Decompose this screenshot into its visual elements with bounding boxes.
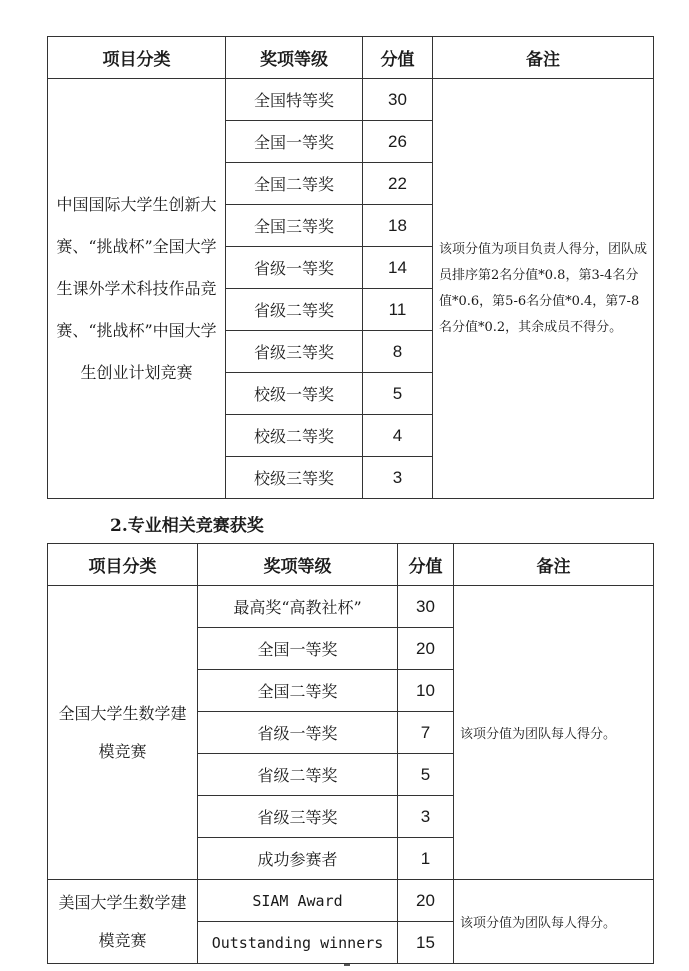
award-cell: 全国一等奖 (198, 628, 398, 670)
header-remarks: 备注 (433, 37, 654, 79)
header-score: 分值 (363, 37, 433, 79)
score-cell: 3 (363, 457, 433, 499)
award-cell: 省级三等奖 (226, 331, 363, 373)
score-cell: 10 (398, 670, 454, 712)
remarks-cell: 该项分值为项目负责人得分，团队成员排序第2名分值*0.8，第3-4名分值*0.6，第5-6名分值*0.4，第7-8名分值*0.2，其余成员不得分。 (433, 79, 654, 499)
award-cell: 成功参赛者 (198, 838, 398, 880)
remarks-cell: 该项分值为团队每人得分。 (454, 586, 654, 880)
table-row (48, 79, 654, 121)
award-cell: 全国二等奖 (226, 163, 363, 205)
award-cell: 省级三等奖 (198, 796, 398, 838)
award-cell: SIAM Award (198, 880, 398, 922)
score-cell: 7 (398, 712, 454, 754)
award-table-innovation (47, 36, 654, 499)
table-row (48, 586, 654, 628)
header-score: 分值 (398, 544, 454, 586)
score-cell: 30 (363, 79, 433, 121)
award-cell: 最高奖“高教社杯” (198, 586, 398, 628)
score-cell: 3 (398, 796, 454, 838)
category-cell: 全国大学生数学建模竞赛 (48, 586, 198, 880)
table-header-row (48, 544, 654, 586)
award-cell: 全国三等奖 (226, 205, 363, 247)
award-cell: 省级一等奖 (226, 247, 363, 289)
header-award-level: 奖项等级 (198, 544, 398, 586)
page-number-mark (344, 964, 350, 966)
score-cell: 26 (363, 121, 433, 163)
score-cell: 15 (398, 922, 454, 964)
table-header-row (48, 37, 654, 79)
award-cell: 全国一等奖 (226, 121, 363, 163)
category-cell: 美国大学生数学建模竞赛 (48, 880, 198, 964)
award-cell: Outstanding winners (198, 922, 398, 964)
award-cell: 校级一等奖 (226, 373, 363, 415)
score-cell: 18 (363, 205, 433, 247)
award-cell: 校级二等奖 (226, 415, 363, 457)
award-cell: 省级一等奖 (198, 712, 398, 754)
score-cell: 1 (398, 838, 454, 880)
score-cell: 5 (398, 754, 454, 796)
score-cell: 11 (363, 289, 433, 331)
score-cell: 30 (398, 586, 454, 628)
score-cell: 4 (363, 415, 433, 457)
score-cell: 20 (398, 880, 454, 922)
section-heading: 2.专业相关竞赛获奖 (110, 516, 264, 536)
header-category: 项目分类 (48, 37, 226, 79)
award-table-professional (47, 543, 654, 964)
award-cell: 校级三等奖 (226, 457, 363, 499)
score-cell: 8 (363, 331, 433, 373)
score-cell: 14 (363, 247, 433, 289)
category-cell: 中国国际大学生创新大赛、“挑战杯”全国大学生课外学术科技作品竞赛、“挑战杯”中国大学生创业计划竞赛 (48, 79, 226, 499)
award-cell: 省级二等奖 (198, 754, 398, 796)
score-cell: 20 (398, 628, 454, 670)
award-cell: 省级二等奖 (226, 289, 363, 331)
award-cell: 全国二等奖 (198, 670, 398, 712)
header-remarks: 备注 (454, 544, 654, 586)
award-cell: 全国特等奖 (226, 79, 363, 121)
table-row (48, 880, 654, 922)
header-award-level: 奖项等级 (226, 37, 363, 79)
header-category: 项目分类 (48, 544, 198, 586)
score-cell: 5 (363, 373, 433, 415)
remarks-cell: 该项分值为团队每人得分。 (454, 880, 654, 964)
score-cell: 22 (363, 163, 433, 205)
